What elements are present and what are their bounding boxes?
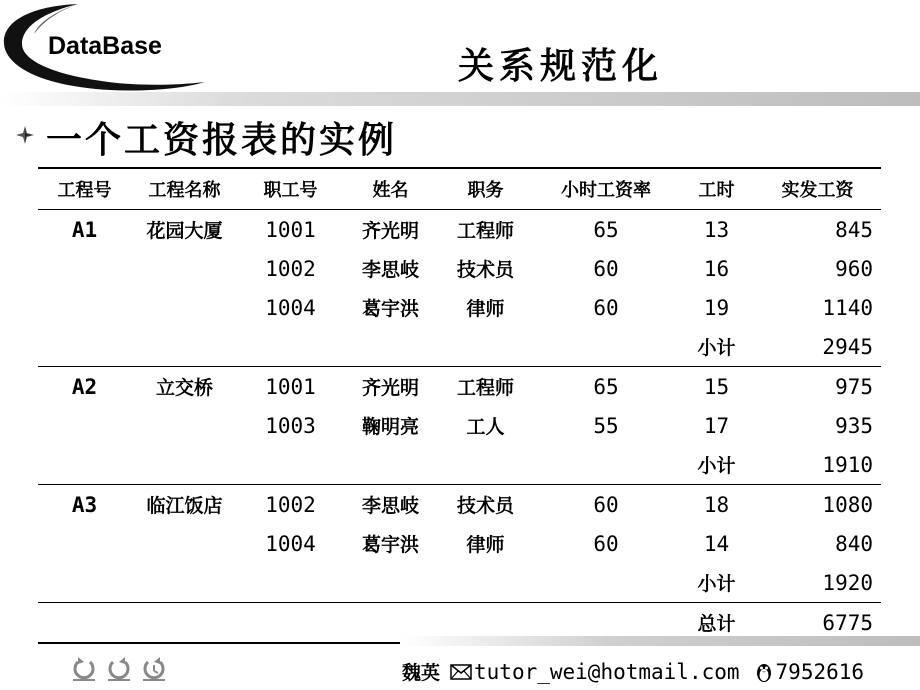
- cell-project-name: [131, 249, 238, 288]
- envelope-icon: [450, 664, 472, 680]
- cell-employee-no: 1004: [265, 295, 316, 320]
- cell-employee-no: [238, 327, 343, 367]
- cell-name: 葛宇洪: [361, 534, 419, 556]
- header-hourly-rate: 小时工资率: [533, 168, 679, 210]
- penguin-icon: [754, 661, 774, 683]
- cell-net-pay: 1080: [822, 492, 873, 517]
- cell-name: 齐光明: [361, 220, 419, 242]
- table-row: [38, 367, 881, 407]
- header-net-pay: 实发工资: [754, 168, 881, 210]
- cell-name: 鞠明亮: [361, 416, 419, 438]
- rotate-cw-icon[interactable]: [70, 654, 98, 682]
- logo-text: DataBase: [48, 32, 162, 60]
- cell-net-pay: 975: [835, 374, 873, 399]
- cell-project-name: 临江饭店: [146, 495, 223, 517]
- cell-position: 工人: [466, 416, 505, 438]
- cell-project-name: [131, 524, 238, 563]
- cell-project-name: [131, 327, 238, 367]
- cell-hourly-rate: 60: [593, 531, 619, 556]
- restart-icon[interactable]: [140, 654, 168, 682]
- cell-hourly-rate: [533, 563, 679, 603]
- cell-hours: 17: [703, 413, 730, 438]
- cell-hourly-rate: [533, 445, 679, 485]
- cell-name: 葛宇洪: [361, 298, 419, 320]
- cell-employee-no: 1002: [265, 256, 316, 281]
- cell-net-pay: 845: [835, 217, 873, 242]
- cell-net-pay: 2945: [754, 327, 881, 367]
- cell-hours: 总计: [679, 603, 754, 644]
- cell-hourly-rate: 60: [593, 295, 619, 320]
- cell-employee-no: [238, 603, 343, 644]
- cell-hourly-rate: [533, 327, 679, 367]
- cell-position: 工程师: [456, 377, 514, 399]
- cell-project-name: [131, 406, 238, 445]
- rotate-ccw-icon[interactable]: [105, 654, 133, 682]
- cell-project-no: [38, 603, 131, 644]
- cell-project-no: A2: [71, 374, 98, 399]
- header-employee-no: 职工号: [238, 168, 343, 210]
- cell-project-name: [131, 603, 238, 644]
- salary-table: [38, 167, 881, 644]
- cell-hours: 小计: [679, 327, 754, 367]
- cell-name: 李思岐: [361, 495, 419, 517]
- cell-employee-no: [238, 563, 343, 603]
- cell-project-name: 立交桥: [155, 377, 213, 399]
- cell-net-pay: 6775: [754, 603, 881, 644]
- qq-contact: [754, 660, 865, 684]
- cell-hours: 14: [703, 531, 730, 556]
- cell-hourly-rate: 60: [593, 256, 619, 281]
- logo: [0, 0, 210, 95]
- cell-project-name: [131, 445, 238, 485]
- cell-project-no: [38, 563, 131, 603]
- table-row: [38, 210, 881, 250]
- qq-number: 7952616: [775, 659, 865, 684]
- table-row: [38, 249, 881, 288]
- cell-employee-no: [238, 445, 343, 485]
- table-row: [38, 288, 881, 327]
- cell-hourly-rate: 55: [593, 413, 619, 438]
- cell-project-no: [38, 249, 131, 288]
- cell-hourly-rate: 65: [593, 217, 619, 242]
- cell-hours: 19: [703, 295, 730, 320]
- cell-employee-no: 1003: [265, 413, 316, 438]
- cell-position: [438, 445, 533, 485]
- cell-hours: 16: [703, 256, 730, 281]
- cell-name: [343, 445, 438, 485]
- cell-hours: 小计: [679, 445, 754, 485]
- cell-net-pay: 1910: [754, 445, 881, 485]
- cell-project-name: [131, 563, 238, 603]
- contact-footer: [402, 658, 864, 685]
- cell-project-no: [38, 288, 131, 327]
- table-row: [38, 485, 881, 525]
- cell-net-pay: 1920: [754, 563, 881, 603]
- cell-name: [343, 327, 438, 367]
- cell-project-name: 花园大厦: [146, 220, 223, 242]
- cell-hours: 13: [703, 217, 730, 242]
- cell-project-no: [38, 524, 131, 563]
- summary-row: [38, 563, 881, 603]
- cell-project-no: A3: [71, 492, 98, 517]
- author-email[interactable]: tutor_wei@hotmail.com: [474, 659, 740, 684]
- cell-name: 李思岐: [361, 259, 419, 281]
- cell-position: 律师: [466, 298, 505, 320]
- header-project-name: 工程名称: [131, 168, 238, 210]
- cell-project-no: [38, 445, 131, 485]
- cell-project-name: [131, 288, 238, 327]
- cell-net-pay: 935: [835, 413, 873, 438]
- author-name: 魏英: [402, 662, 441, 684]
- cell-project-no: A1: [71, 217, 98, 242]
- cell-position: 技术员: [456, 495, 514, 517]
- cell-name: 齐光明: [361, 377, 419, 399]
- cell-hourly-rate: 65: [593, 374, 619, 399]
- cell-hours: 18: [703, 492, 730, 517]
- table-header-row: [38, 168, 881, 210]
- cell-hours: 15: [703, 374, 730, 399]
- cell-position: 律师: [466, 534, 505, 556]
- table-row: [38, 406, 881, 445]
- cell-employee-no: 1002: [265, 492, 316, 517]
- cell-employee-no: 1001: [265, 374, 316, 399]
- bullet-icon: [14, 124, 36, 146]
- cell-position: [438, 327, 533, 367]
- header-position: 职务: [438, 168, 533, 210]
- cell-project-no: [38, 327, 131, 367]
- cell-name: [343, 563, 438, 603]
- cell-hours: 小计: [679, 563, 754, 603]
- cell-position: 工程师: [456, 220, 514, 242]
- summary-row: [38, 327, 881, 367]
- cell-hourly-rate: 60: [593, 492, 619, 517]
- section-heading: 一个工资报表的实例: [46, 119, 398, 161]
- header-project-no: 工程号: [38, 168, 131, 210]
- title-divider: [0, 92, 920, 106]
- slide-title: 关系规范化: [458, 45, 664, 87]
- header-hours: 工时: [679, 168, 754, 210]
- summary-row: [38, 445, 881, 485]
- cell-net-pay: 840: [835, 531, 873, 556]
- cell-net-pay: 960: [835, 256, 873, 281]
- cell-project-no: [38, 406, 131, 445]
- table-row: [38, 524, 881, 563]
- cell-employee-no: 1001: [265, 217, 316, 242]
- cell-position: [438, 563, 533, 603]
- header-name: 姓名: [343, 168, 438, 210]
- cell-net-pay: 1140: [822, 295, 873, 320]
- cell-position: 技术员: [456, 259, 514, 281]
- cell-employee-no: 1004: [265, 531, 316, 556]
- footer-divider: [400, 636, 920, 646]
